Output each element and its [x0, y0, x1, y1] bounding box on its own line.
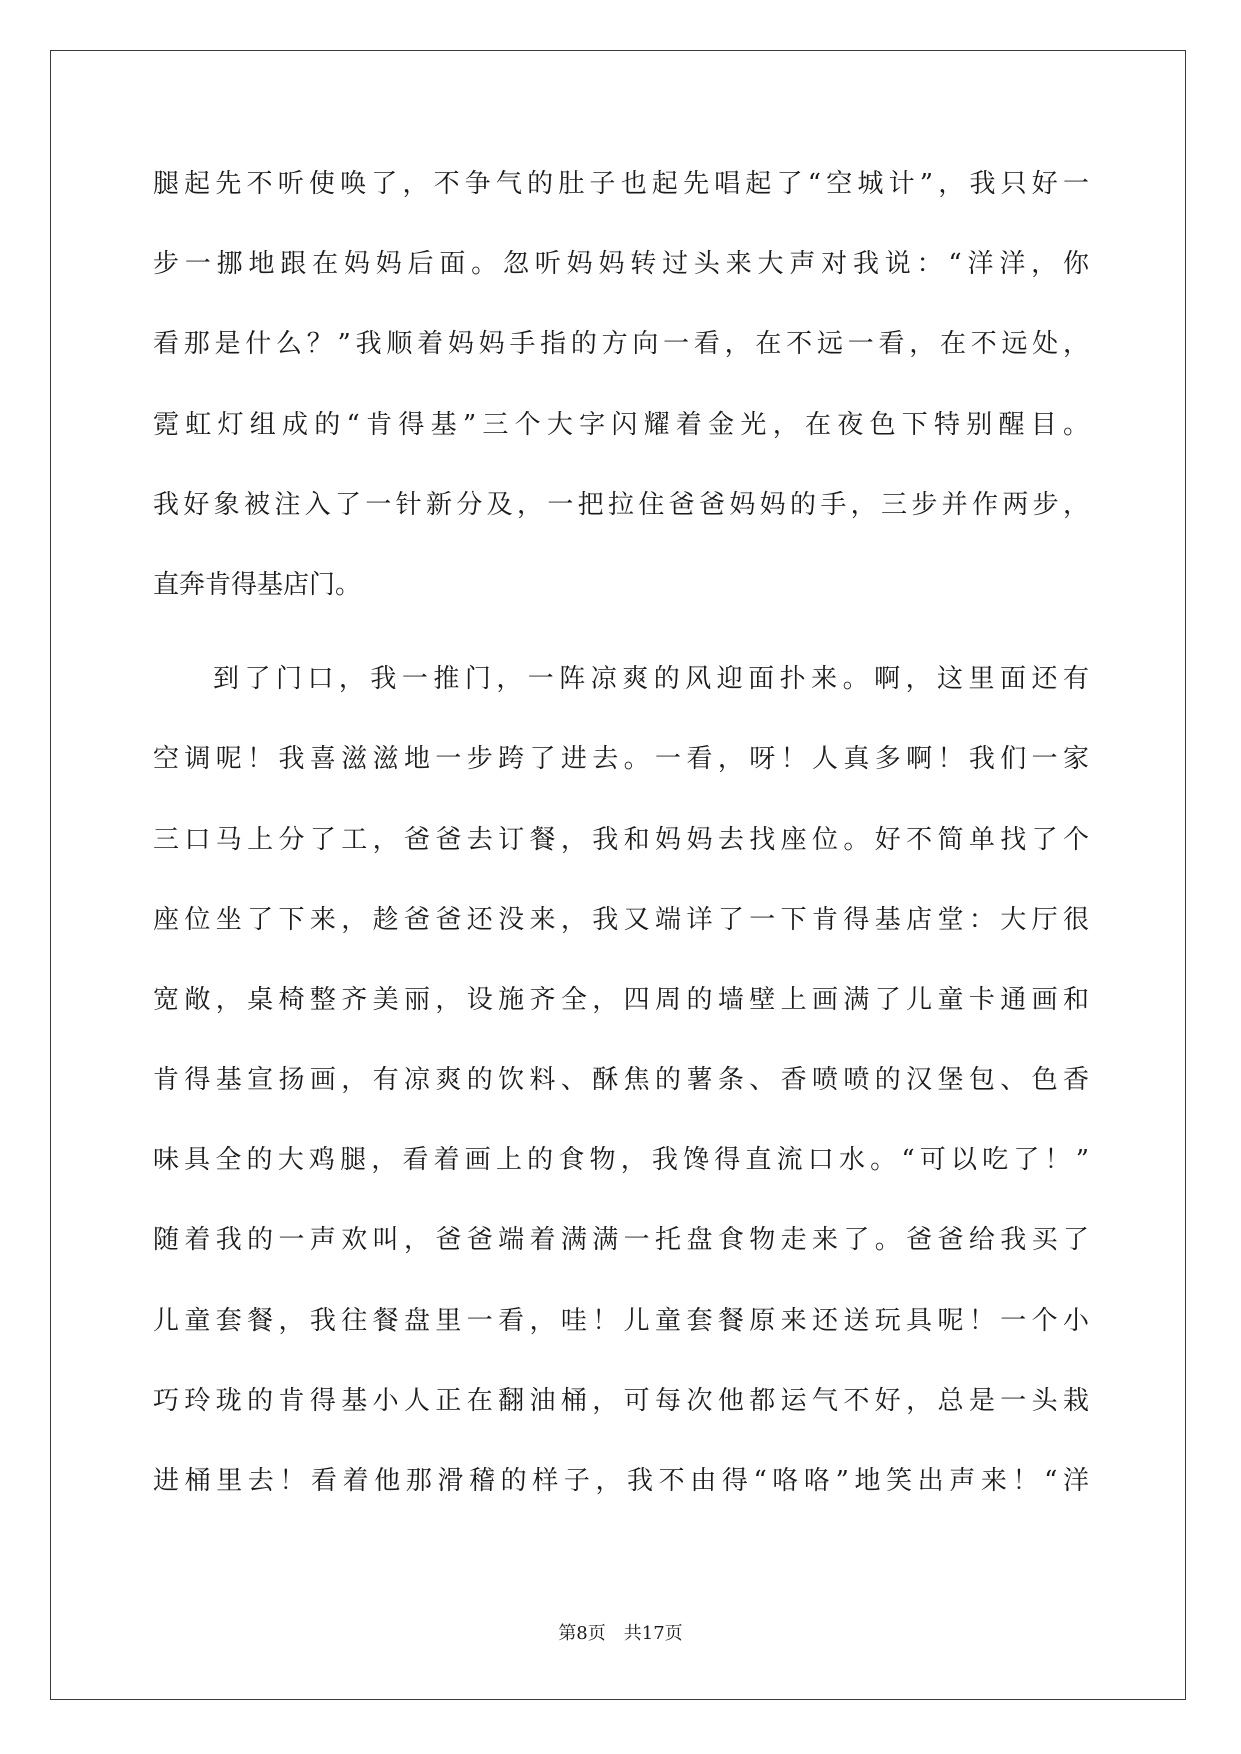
text-line: 巧玲珑的肯得基小人正在翻油桶，可每次他都运气不好，总是一头栽 [153, 1385, 1089, 1416]
text-line: 进桶里去！看着他那滑稽的样子，我不由得“咯咯”地笑出声来！“洋 [153, 1466, 1089, 1496]
text-line: 空调呢！我喜滋滋地一步跨了进去。一看，呀！人真多啊！我们一家 [153, 744, 1089, 775]
page-number: 第8页 [558, 1623, 606, 1644]
text-line: 儿童套餐，我往餐盘里一看，哇！儿童套餐原来还送玩具呢！一个小 [153, 1305, 1089, 1336]
text-line: 直奔肯得基店门。 [153, 569, 362, 600]
text-line: 味具全的大鸡腿，看着画上的食物，我馋得直流口水。“可以吃了！” [153, 1145, 1089, 1176]
text-line: 到了门口，我一推门，一阵凉爽的风迎面扑来。啊，这里面还有 [213, 664, 1089, 695]
paragraph-2 [153, 639, 1089, 1521]
text-line: 步一挪地跟在妈妈后面。忽听妈妈转过头来大声对我说：“洋洋，你 [153, 249, 1089, 280]
text-line: 座位坐了下来，趁爸爸还没来，我又端详了一下肯得基店堂：大厅很 [153, 904, 1089, 935]
text-line: 三口马上分了工，爸爸去订餐，我和妈妈去找座位。好不简单找了个 [153, 824, 1089, 855]
paragraph-1 [153, 144, 1089, 625]
text-line: 随着我的一声欢叫，爸爸端着满满一托盘食物走来了。爸爸给我买了 [153, 1225, 1089, 1256]
document-body [153, 144, 1089, 1535]
text-line: 腿起先不听使唤了，不争气的肚子也起先唱起了“空城计”，我只好一 [153, 169, 1089, 199]
page-total: 共17页 [623, 1623, 683, 1644]
text-line: 宽敞，桌椅整齐美丽，设施齐全，四周的墙壁上画满了儿童卡通画和 [153, 984, 1089, 1015]
text-line: 霓虹灯组成的“肯得基”三个大字闪耀着金光，在夜色下特别醒目。 [153, 409, 1089, 440]
text-line: 我好象被注入了一针新分及，一把拉住爸爸妈妈的手，三步并作两步， [153, 489, 1089, 520]
page-footer [0, 1620, 1241, 1648]
text-line: 看那是什么？”我顺着妈妈手指的方向一看，在不远一看，在不远处， [153, 329, 1089, 360]
text-line: 肯得基宣扬画，有凉爽的饮料、酥焦的薯条、香喷喷的汉堡包、色香 [153, 1065, 1089, 1096]
